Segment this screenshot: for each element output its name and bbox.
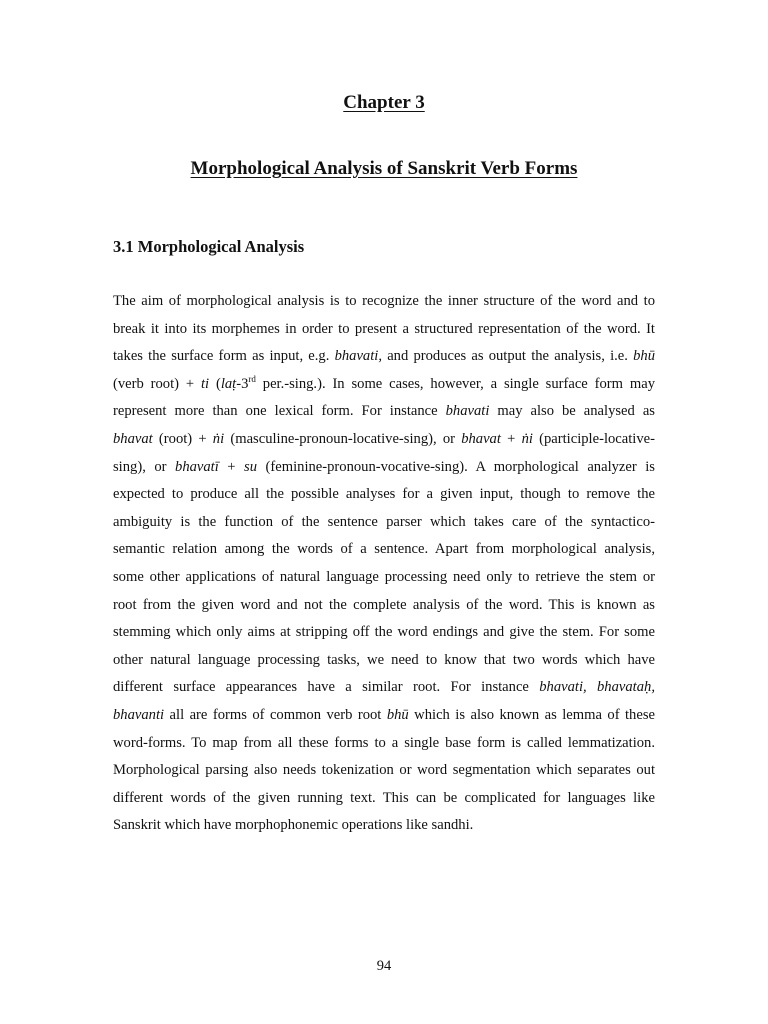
text-run: (verb root) + [113,375,201,392]
text-run: ambiguity is the function of the sentence parser which takes care of the syntactico- [113,513,655,530]
paragraph-line [113,343,655,371]
text-run: stemming which only aims at stripping off the word endings and give the stem. For some [113,624,655,641]
italic-term: su [244,458,258,475]
italic-term: bhavati [445,403,490,420]
text-run: The aim of morphological analysis is to recognize the inner structure of the word and to [113,293,655,309]
italic-term: laṭ [220,375,237,392]
paragraph-line [113,426,655,454]
italic-term: bhū [633,348,655,365]
text-run: break it into its morphemes in order to present a structured representation of the word. It [113,320,655,337]
paragraph-line [113,398,655,426]
paragraph-line [113,288,655,316]
italic-term: ṅi [212,430,225,447]
text-run: may also be analysed as [489,403,655,420]
text-run: + [500,430,522,447]
italic-term: ti [200,375,210,392]
text-run: which is also known as lemma of these [408,706,655,723]
text-run: some other applications of natural language processing need only to retrieve the stem or [113,568,655,585]
text-run: ( [209,375,221,392]
chapter-title: Morphological Analysis of Sanskrit Verb Forms [190,158,578,179]
text-run: word-forms. To map from all these forms to a single base form is called lemmatization. [113,734,655,751]
text-run: (feminine-pronoun-vocative-sing). A morphological analyzer is [257,458,655,475]
italic-term: bhavat [113,430,153,447]
paragraph-line [113,454,655,482]
paragraph-line [113,674,655,702]
text-run: + [218,458,245,475]
italic-term: bhavanti [113,706,165,723]
text-run: different surface appearances have a similar root. For instance [113,679,540,696]
text-run: (participle-locative- [532,430,655,447]
italic-term: bhavatī [175,458,219,475]
paragraph-line [113,481,655,509]
paragraph-line [113,316,655,344]
text-run: sing), or [113,458,176,475]
italic-term: bhū [386,706,409,723]
text-run: other natural language processing tasks, we need to know that two words which have [113,651,655,668]
paragraph-line [113,509,655,537]
italic-term: ṅi [521,430,533,447]
paragraph-line [113,619,655,647]
italic-term: bhavati, [334,348,382,365]
italic-term: bhavati, bhavataḥ, [539,679,655,696]
paragraph-line [113,812,655,840]
text-run: all are forms of common verb root [164,706,387,723]
text-run: root from the given word and not the complete analysis of the word. This is known as [113,596,655,613]
text-run: expected to produce all the possible analyses for a given input, though to remove the [113,486,655,503]
text-run: takes the surface form as input, e.g. [113,348,335,365]
paragraph-line [113,702,655,730]
paragraph-line [113,592,655,620]
text-run: -3 [236,375,249,392]
paragraph-line [113,757,655,785]
body-paragraph [113,288,655,840]
page-number: 94 [376,958,392,974]
text-run: and produces as output the analysis, i.e. [382,348,634,365]
text-run: semantic relation among the words of a sentence. Apart from morphological analysis, [113,541,655,558]
text-run: (root) + [152,430,213,447]
text-run: represent more than one lexical form. For instance [113,403,446,420]
text-run: (masculine-pronoun-locative-sing), or [224,430,462,447]
chapter-heading: Chapter 3 [343,92,425,113]
paragraph-line [113,371,655,399]
italic-term: bhavat [461,430,501,447]
section-heading: 3.1 Morphological Analysis [113,237,305,256]
paragraph-line [113,647,655,675]
text-run: different words of the given running text. This can be complicated for languages like [113,789,655,806]
text-run: Morphological parsing also needs tokenization or word segmentation which separates out [113,762,655,779]
paragraph-line [113,785,655,813]
paragraph-line [113,536,655,564]
superscript: rd [248,373,256,384]
paragraph-line [113,730,655,758]
text-run: per.-sing.). In some cases, however, a single surface form may [255,375,656,392]
text-run: Sanskrit which have morphophonemic operations like sandhi. [113,817,474,834]
paragraph-line [113,564,655,592]
